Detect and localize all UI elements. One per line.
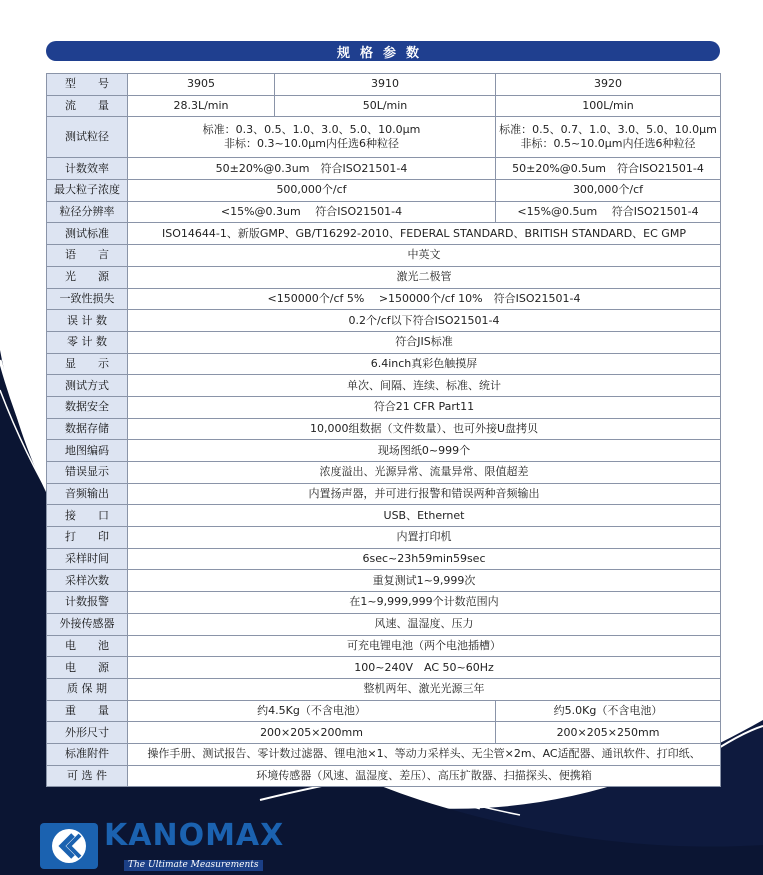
row-label: 测试方式 — [47, 375, 128, 397]
table-row — [47, 331, 721, 353]
row-label: 数据存储 — [47, 418, 128, 440]
row-label: 显 示 — [47, 353, 128, 375]
row-label: 光 源 — [47, 266, 128, 288]
table-row — [47, 505, 721, 527]
spec-table — [46, 73, 721, 787]
cell-all: 操作手册、测试报告、零计数过滤器、锂电池×1、等动力采样头、无尘管×2m、AC适配器、通讯软件、打印纸、 — [128, 743, 721, 765]
table-row — [47, 700, 721, 722]
row-label: 误 计 数 — [47, 310, 128, 332]
table-row — [47, 223, 721, 245]
row-label: 粒径分辨率 — [47, 201, 128, 223]
row-label: 外形尺寸 — [47, 722, 128, 744]
cell-3905-3910: 200×205×200mm — [128, 722, 496, 744]
row-label: 重 量 — [47, 700, 128, 722]
cell-all: 激光二极管 — [128, 266, 721, 288]
cell-3920: 100L/min — [496, 95, 721, 117]
cell-3905: 3905 — [128, 74, 275, 96]
section-title-bar — [46, 41, 720, 61]
table-row — [47, 743, 721, 765]
table-row — [47, 592, 721, 614]
row-label: 零 计 数 — [47, 331, 128, 353]
cell-all: 中英文 — [128, 245, 721, 267]
row-label: 电 源 — [47, 657, 128, 679]
row-label: 可 选 件 — [47, 765, 128, 787]
cell-all: 浓度溢出、光源异常、流量异常、限值超差 — [128, 462, 721, 484]
cell-all: 内置扬声器，并可进行报警和错误两种音频输出 — [128, 483, 721, 505]
table-row — [47, 483, 721, 505]
cell-3905-3910: 50±20%@0.3um 符合ISO21501-4 — [128, 158, 496, 180]
brand-name: KANOMAX — [104, 818, 285, 853]
table-row — [47, 548, 721, 570]
row-label: 电 池 — [47, 635, 128, 657]
table-row — [47, 180, 721, 202]
cell-3920: 300,000个/cf — [496, 180, 721, 202]
table-row — [47, 375, 721, 397]
row-label: 采样时间 — [47, 548, 128, 570]
row-label: 一致性损失 — [47, 288, 128, 310]
cell-3910: 50L/min — [275, 95, 496, 117]
cell-3920: 3920 — [496, 74, 721, 96]
table-row — [47, 527, 721, 549]
row-label: 地图编码 — [47, 440, 128, 462]
table-row — [47, 310, 721, 332]
row-label: 最大粒子浓度 — [47, 180, 128, 202]
row-label: 流 量 — [47, 95, 128, 117]
table-row — [47, 613, 721, 635]
row-label: 标准附件 — [47, 743, 128, 765]
table-row — [47, 678, 721, 700]
table-row — [47, 74, 721, 96]
cell-line: 标准：0.3、0.5、1.0、3.0、5.0、10.0μm — [202, 123, 421, 137]
cell-all: 环境传感器（风速、温湿度、差压）、高压扩散器、扫描探头、便携箱 — [128, 765, 721, 787]
cell-all: 重复测试1~9,999次 — [128, 570, 721, 592]
row-label: 质 保 期 — [47, 678, 128, 700]
cell-3920: 50±20%@0.5um 符合ISO21501-4 — [496, 158, 721, 180]
cell-all: 100~240V AC 50~60Hz — [128, 657, 721, 679]
table-row — [47, 158, 721, 180]
cell-all: 6.4inch真彩色触摸屏 — [128, 353, 721, 375]
row-label: 外接传感器 — [47, 613, 128, 635]
kanomax-logo-icon — [40, 823, 98, 869]
table-row — [47, 95, 721, 117]
cell-3905-3910: <15%@0.3um 符合ISO21501-4 — [128, 201, 496, 223]
cell-3905-3910 — [128, 117, 496, 158]
cell-3905-3910: 约4.5Kg（不含电池） — [128, 700, 496, 722]
cell-all: <150000个/cf 5% >150000个/cf 10% 符合ISO21501-4 — [128, 288, 721, 310]
cell-all: 整机两年、激光光源三年 — [128, 678, 721, 700]
section-title: 规格参数 — [336, 45, 429, 61]
row-label: 数据安全 — [47, 396, 128, 418]
table-row — [47, 266, 721, 288]
cell-3910: 3910 — [275, 74, 496, 96]
cell-all: 符合21 CFR Part11 — [128, 396, 721, 418]
row-label: 接 口 — [47, 505, 128, 527]
row-label: 测试标准 — [47, 223, 128, 245]
row-label: 语 言 — [47, 245, 128, 267]
cell-3920: 200×205×250mm — [496, 722, 721, 744]
cell-all: USB、Ethernet — [128, 505, 721, 527]
table-row — [47, 635, 721, 657]
cell-all: 6sec~23h59min59sec — [128, 548, 721, 570]
row-label: 采样次数 — [47, 570, 128, 592]
table-row — [47, 288, 721, 310]
cell-all: ISO14644-1、新版GMP、GB/T16292-2010、FEDERAL STANDARD、BRITISH STANDARD、EC GMP — [128, 223, 721, 245]
table-row — [47, 245, 721, 267]
table-row — [47, 657, 721, 679]
table-row — [47, 201, 721, 223]
table-row — [47, 396, 721, 418]
cell-3905: 28.3L/min — [128, 95, 275, 117]
brand-tagline: The Ultimate Measurements — [124, 860, 263, 871]
cell-all: 现场图纸0~999个 — [128, 440, 721, 462]
row-label: 计数报警 — [47, 592, 128, 614]
cell-all: 风速、温湿度、压力 — [128, 613, 721, 635]
cell-line: 非标：0.5~10.0μm内任选6种粒径 — [520, 137, 696, 151]
brand-logo — [40, 820, 284, 871]
row-label: 音频输出 — [47, 483, 128, 505]
cell-all: 可充电锂电池（两个电池插槽） — [128, 635, 721, 657]
cell-all: 在1~9,999,999个计数范围内 — [128, 592, 721, 614]
table-row — [47, 765, 721, 787]
cell-3920: 约5.0Kg（不含电池） — [496, 700, 721, 722]
table-row — [47, 418, 721, 440]
cell-all: 符合JIS标准 — [128, 331, 721, 353]
cell-all: 单次、间隔、连续、标准、统计 — [128, 375, 721, 397]
table-row — [47, 462, 721, 484]
table-row — [47, 722, 721, 744]
row-label: 型 号 — [47, 74, 128, 96]
cell-3920: <15%@0.5um 符合ISO21501-4 — [496, 201, 721, 223]
cell-line: 非标：0.3~10.0μm内任选6种粒径 — [224, 137, 399, 151]
row-label: 打 印 — [47, 527, 128, 549]
cell-line: 标准：0.5、0.7、1.0、3.0、5.0、10.0μm — [499, 123, 717, 137]
row-label: 计数效率 — [47, 158, 128, 180]
table-row — [47, 353, 721, 375]
cell-3905-3910: 500,000个/cf — [128, 180, 496, 202]
row-label: 测试粒径 — [47, 117, 128, 158]
table-row — [47, 570, 721, 592]
cell-all: 10,000组数据（文件数量）、也可外接U盘拷贝 — [128, 418, 721, 440]
cell-all: 0.2个/cf以下符合ISO21501-4 — [128, 310, 721, 332]
cell-all: 内置打印机 — [128, 527, 721, 549]
row-label: 错误显示 — [47, 462, 128, 484]
table-row — [47, 117, 721, 158]
table-row — [47, 440, 721, 462]
cell-3920 — [496, 117, 721, 158]
